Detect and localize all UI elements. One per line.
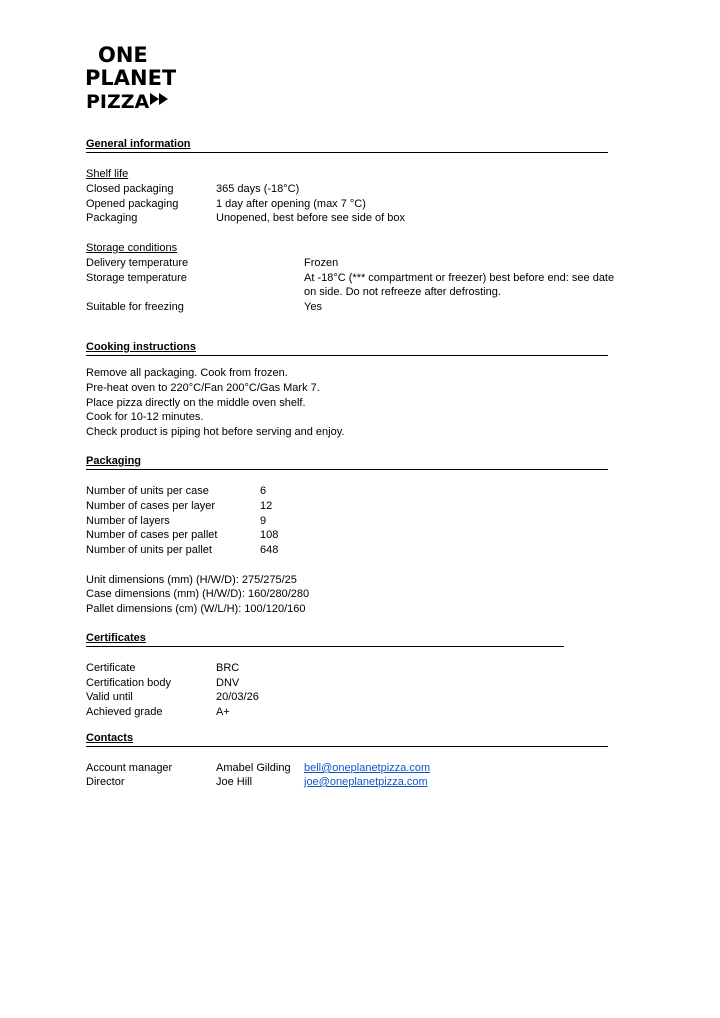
logo-line-planet: PLANET — [85, 66, 176, 90]
packaging-heading: Packaging — [86, 454, 608, 470]
pallet-dimensions: Pallet dimensions (cm) (W/L/H): 100/120/160 — [86, 603, 306, 615]
certification-body-value: DNV — [216, 677, 240, 689]
shelf-life-label: Opened packaging — [86, 198, 179, 210]
shelf-life-value: Unopened, best before see side of box — [216, 212, 405, 224]
contact-role: Director — [86, 776, 125, 788]
certification-body-label: Certification body — [86, 677, 171, 689]
logo-line-one: ONE — [98, 43, 148, 67]
valid-until-value: 20/03/26 — [216, 691, 259, 703]
cooking-instruction-line: Place pizza directly on the middle oven shelf. — [86, 397, 306, 409]
shelf-life-title: Shelf life — [86, 168, 129, 180]
logo-arrow-2 — [159, 93, 168, 105]
cooking-instruction-line: Cook for 10-12 minutes. — [86, 411, 204, 423]
packaging-row-label: Number of cases per pallet — [86, 529, 218, 541]
certificate-value: BRC — [216, 662, 240, 674]
delivery-temperature-label: Delivery temperature — [86, 257, 189, 269]
logo-arrow-1 — [150, 93, 159, 105]
certificate-label: Certificate — [86, 662, 136, 674]
certificates-heading: Certificates — [86, 631, 564, 647]
general-information-heading: General information — [86, 137, 608, 153]
packaging-row-label: Number of cases per layer — [86, 500, 215, 512]
case-dimensions: Case dimensions (mm) (H/W/D): 160/280/280 — [86, 588, 310, 600]
cooking-instruction-line: Check product is piping hot before serving and enjoy. — [86, 426, 345, 438]
suitable-for-freezing-label: Suitable for freezing — [86, 301, 184, 313]
cooking-instructions-heading: Cooking instructions — [86, 340, 608, 356]
packaging-row-label: Number of units per pallet — [86, 544, 212, 556]
contact-email-link[interactable]: bell@oneplanetpizza.com — [304, 762, 431, 774]
shelf-life-label: Closed packaging — [86, 183, 174, 195]
storage-conditions-title: Storage conditions — [86, 242, 178, 254]
unit-dimensions: Unit dimensions (mm) (H/W/D): 275/275/25 — [86, 574, 297, 586]
cooking-instruction-line: Pre-heat oven to 220°C/Fan 200°C/Gas Mark 7. — [86, 382, 320, 394]
contacts-heading: Contacts — [86, 731, 608, 747]
packaging-row-value: 12 — [260, 500, 273, 512]
shelf-life-label: Packaging — [86, 212, 138, 224]
storage-temperature-value: At -18°C (*** compartment or freezer) best before end: see date — [304, 272, 615, 284]
packaging-row-value: 9 — [260, 515, 267, 527]
one-planet-pizza-logo — [84, 40, 176, 116]
achieved-grade-value: A+ — [216, 706, 230, 718]
contact-name: Joe Hill — [216, 776, 253, 788]
suitable-for-freezing-value: Yes — [304, 301, 322, 313]
packaging-row-label: Number of layers — [86, 515, 170, 527]
contact-role: Account manager — [86, 762, 173, 774]
valid-until-label: Valid until — [86, 691, 133, 703]
packaging-row-label: Number of units per case — [86, 485, 209, 497]
delivery-temperature-value: Frozen — [304, 257, 339, 269]
achieved-grade-label: Achieved grade — [86, 706, 163, 718]
packaging-row-value: 6 — [260, 485, 267, 497]
shelf-life-value: 1 day after opening (max 7 °C) — [216, 198, 366, 210]
contact-name: Amabel Gilding — [216, 762, 291, 774]
packaging-row-value: 648 — [260, 544, 279, 556]
contact-email-link[interactable]: joe@oneplanetpizza.com — [304, 776, 428, 788]
cooking-instruction-line: Remove all packaging. Cook from frozen. — [86, 367, 288, 379]
logo-line-pizza: PIZZA — [86, 91, 150, 113]
packaging-row-value: 108 — [260, 529, 279, 541]
shelf-life-value: 365 days (-18°C) — [216, 183, 300, 195]
storage-temperature-value-continued: on side. Do not refreeze after defrosting. — [304, 286, 501, 298]
storage-temperature-label: Storage temperature — [86, 272, 187, 284]
